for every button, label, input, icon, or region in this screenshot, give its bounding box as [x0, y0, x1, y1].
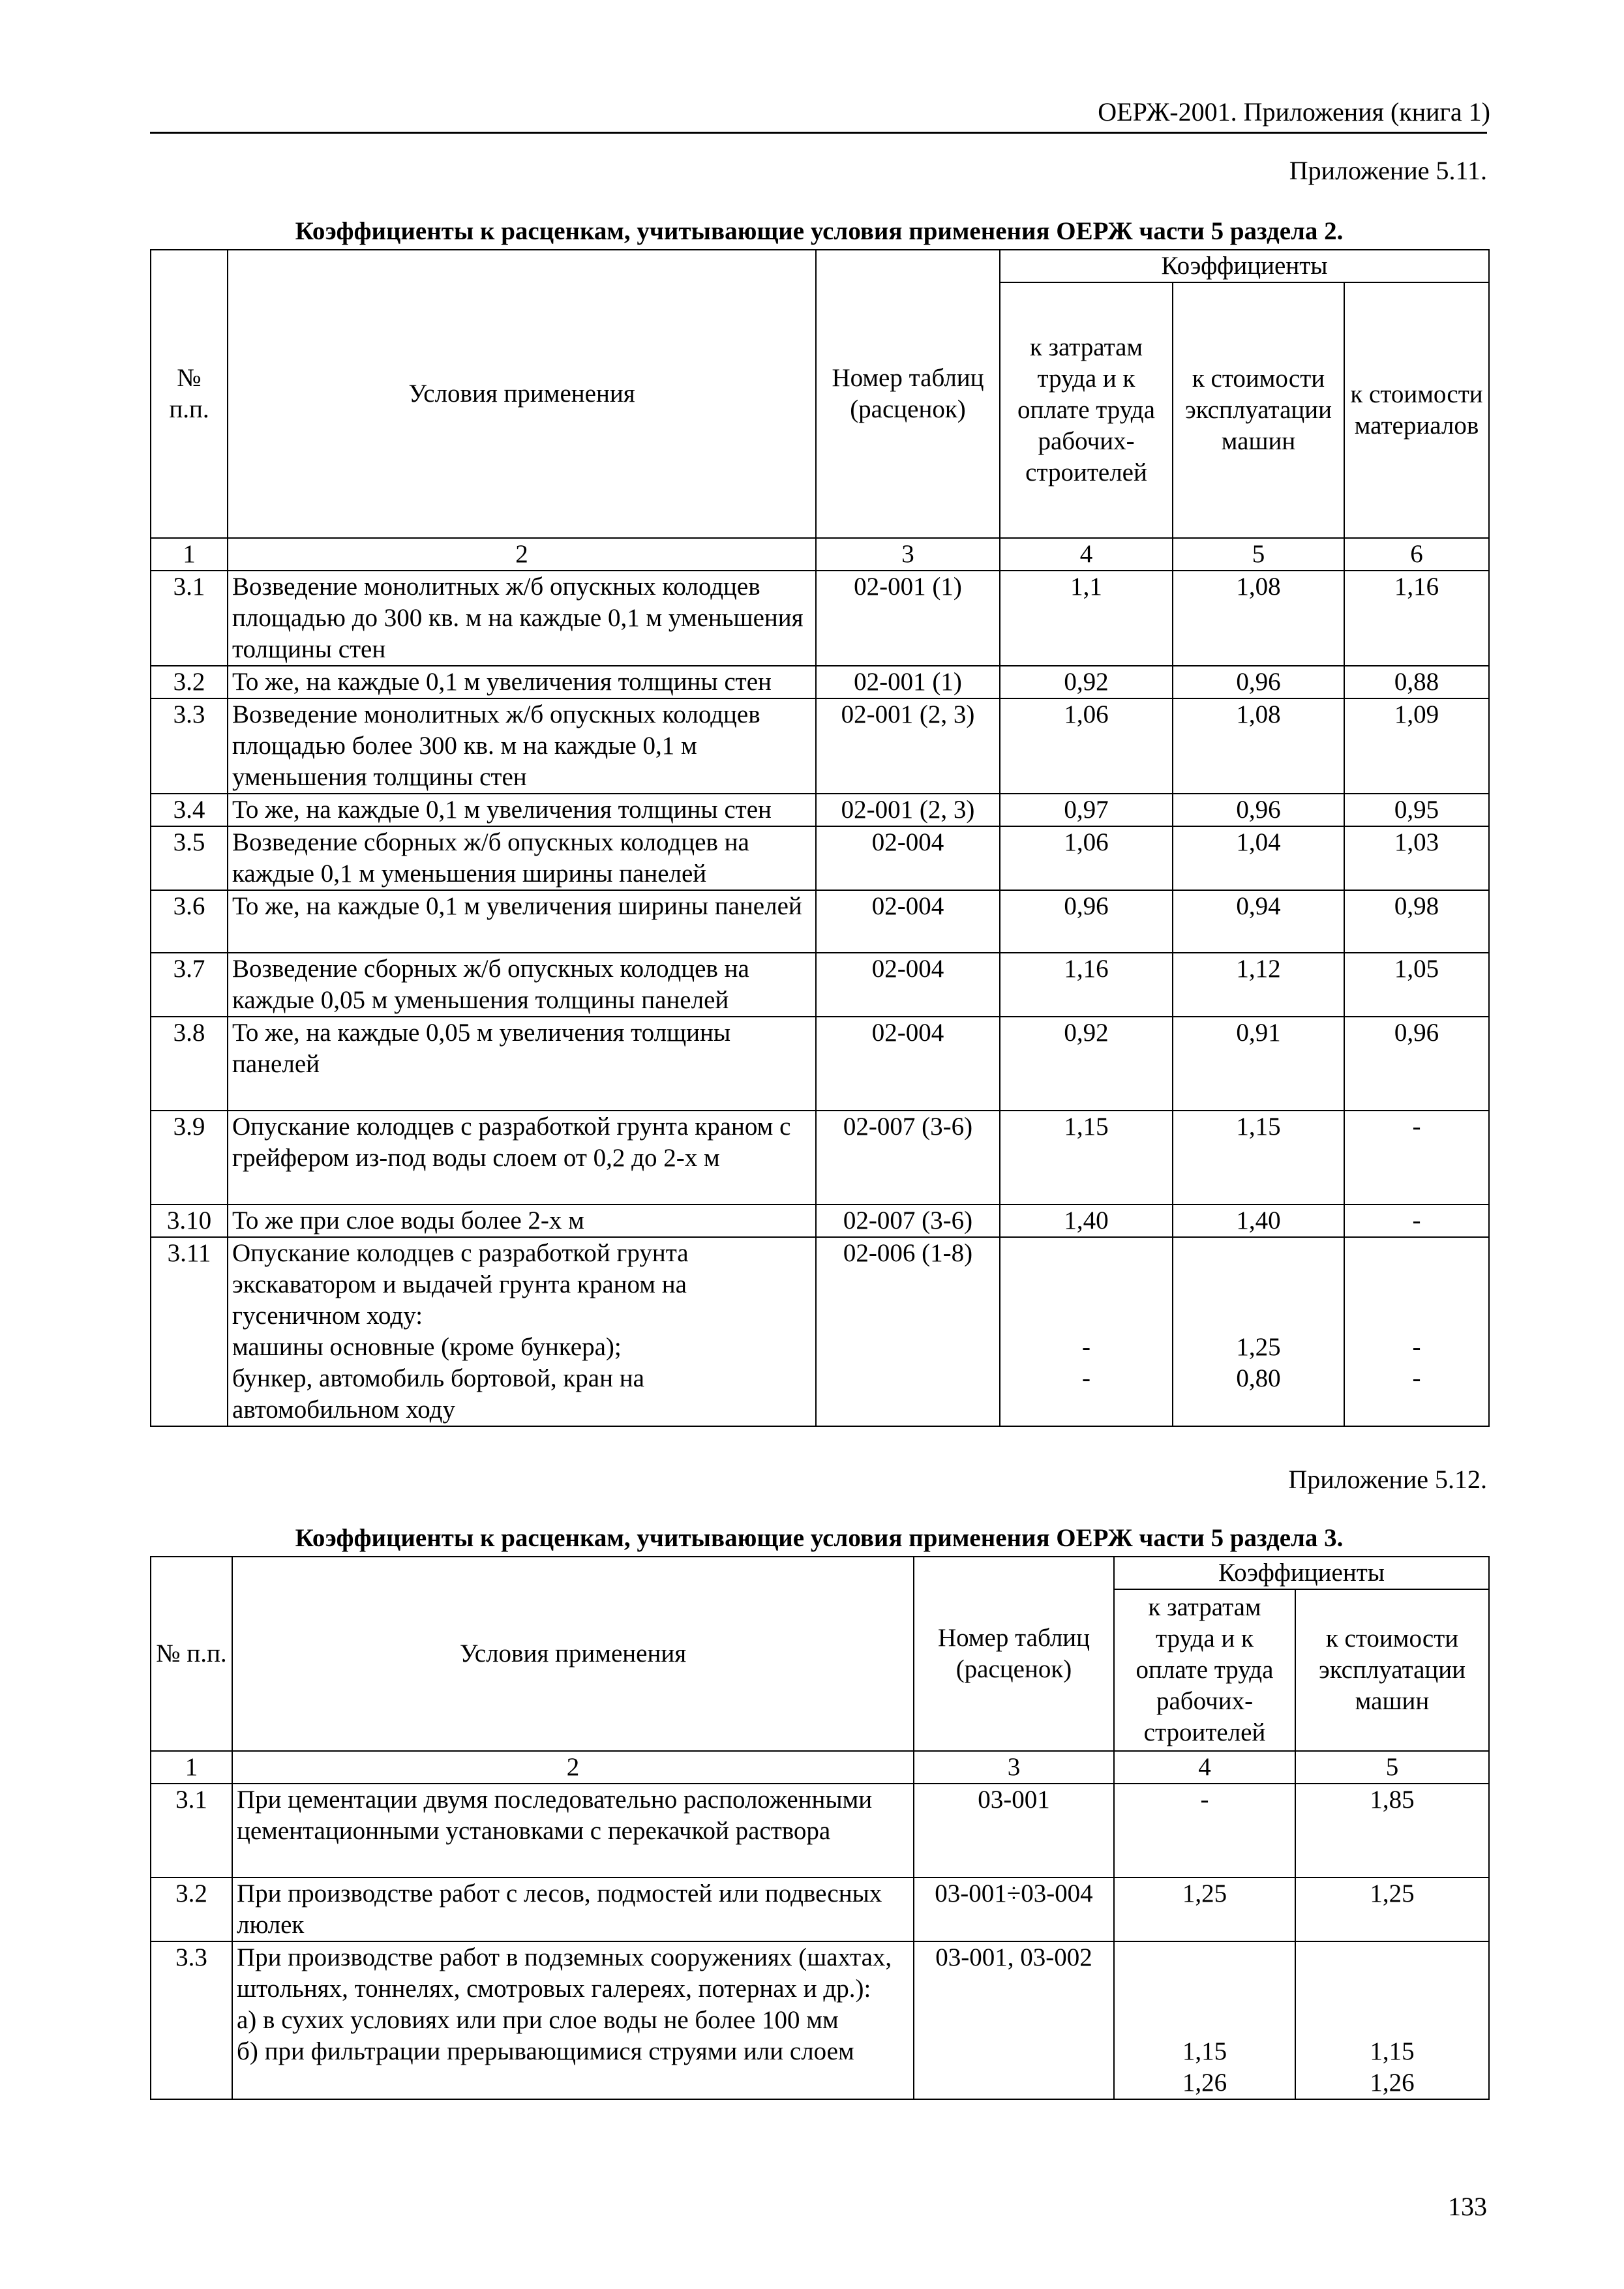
row-conditions: То же, на каждые 0,1 м увеличения толщины стен	[228, 794, 816, 826]
table-row	[151, 794, 1489, 826]
table-body	[151, 571, 1489, 1237]
row-labor: 1,25	[1114, 1878, 1295, 1941]
row-table-number: 02-007 (3-6)	[816, 1204, 1000, 1237]
row-materials: 1,05	[1344, 953, 1489, 1017]
row-materials: 0,98	[1344, 890, 1489, 953]
row-table-number: 02-001 (2, 3)	[816, 794, 1000, 826]
row-conditions: Опускание колодцев с разработкой грунта краном с грейфером из-под воды слоем от 0,2 до 2-х м	[228, 1111, 816, 1204]
row-conditions: То же, на каждые 0,05 м увеличения толщины панелей	[228, 1017, 816, 1111]
row-machines: 0,96	[1173, 794, 1344, 826]
condition-b: б) при фильтрации прерывающимися струями или слоем	[237, 2037, 854, 2065]
row-table-number: 02-004	[816, 953, 1000, 1017]
row-conditions: Возведение сборных ж/б опускных колодцев на каждые 0,05 м уменьшения толщины панелей	[228, 953, 816, 1017]
col-header-machines: к стоимости эксплуатации машин	[1173, 282, 1344, 538]
row-labor: 1,40	[1000, 1204, 1173, 1237]
column-number: 5	[1173, 538, 1344, 571]
column-number-row	[151, 538, 1489, 571]
row-table-number: 02-001 (2, 3)	[816, 698, 1000, 794]
row-machines: 1,12	[1173, 953, 1344, 1017]
row-table-number: 03-001÷03-004	[914, 1878, 1114, 1941]
row-number: 3.3	[151, 698, 228, 794]
condition-b: бункер, автомобиль бортовой, кран на автомобильном ходу	[232, 1364, 644, 1424]
coef-value: 1,26	[1182, 2069, 1227, 2097]
row-table-number: 03-001, 03-002	[914, 1941, 1114, 2099]
row-number: 3.5	[151, 826, 228, 890]
table-row	[151, 1941, 1489, 2099]
row-machines: 1,25	[1295, 1878, 1489, 1941]
row-table-number: 03-001	[914, 1784, 1114, 1878]
row-materials: 0,88	[1344, 666, 1489, 698]
table-row	[151, 953, 1489, 1017]
row-materials: -	[1344, 1204, 1489, 1237]
row-table-number: 02-006 (1-8)	[816, 1237, 1000, 1426]
row-materials: 0,95	[1344, 794, 1489, 826]
row-conditions: То же, на каждые 0,1 м увеличения толщины стен	[228, 666, 816, 698]
col-header-num: № п.п.	[151, 250, 228, 538]
row-table-number: 02-004	[816, 890, 1000, 953]
column-number: 4	[1000, 538, 1173, 571]
row-table-number: 02-004	[816, 1017, 1000, 1111]
col-header-table-no: Номер таблиц (расценок)	[816, 250, 1000, 538]
row-conditions: То же, на каждые 0,1 м увеличения ширины панелей	[228, 890, 816, 953]
column-number: 1	[151, 1751, 232, 1784]
row-machines: 1,04	[1173, 826, 1344, 890]
row-labor: 1,06	[1000, 698, 1173, 794]
row-machines: 0,94	[1173, 890, 1344, 953]
table-title-5-11: Коэффициенты к расценкам, учитывающие условия применения ОЕРЖ части 5 раздела 2.	[295, 217, 1344, 245]
row-number: 3.2	[151, 666, 228, 698]
col-header-labor: к затратам труда и к оплате труда рабочих-строителей	[1000, 282, 1173, 538]
row-labor: -	[1114, 1784, 1295, 1878]
table-body	[151, 1784, 1489, 1941]
row-labor	[1000, 1237, 1173, 1426]
row-labor: 0,97	[1000, 794, 1173, 826]
row-number: 3.10	[151, 1204, 228, 1237]
row-conditions: Возведение сборных ж/б опускных колодцев на каждые 0,1 м уменьшения ширины панелей	[228, 826, 816, 890]
col-header-labor: к затратам труда и к оплате труда рабочих-строителей	[1114, 1589, 1295, 1751]
coefficients-table-5-11	[150, 249, 1490, 1427]
col-header-table-no: Номер таблиц (расценок)	[914, 1557, 1114, 1751]
row-table-number: 02-001 (1)	[816, 571, 1000, 666]
appendix-label-5-12: Приложение 5.12.	[1288, 1465, 1487, 1494]
row-labor: 1,1	[1000, 571, 1173, 666]
row-machines: 0,96	[1173, 666, 1344, 698]
row-machines	[1173, 1237, 1344, 1426]
column-number: 2	[228, 538, 816, 571]
page-number: 133	[1448, 2192, 1487, 2221]
table-row	[151, 826, 1489, 890]
row-number: 3.6	[151, 890, 228, 953]
row-materials	[1344, 1237, 1489, 1426]
row-number: 3.11	[151, 1237, 228, 1426]
condition-intro: При производстве работ в подземных сооружениях (шахтах, штольнях, тоннелях, смотровых галереях, потернах и др.):	[237, 1943, 892, 2003]
coefficients-table-5-12	[150, 1556, 1490, 2100]
table-title-5-12: Коэффициенты к расценкам, учитывающие условия применения ОЕРЖ части 5 раздела 3.	[295, 1524, 1344, 1552]
column-number: 3	[816, 538, 1000, 571]
coef-value: 0,80	[1236, 1364, 1281, 1392]
column-number: 2	[232, 1751, 914, 1784]
column-number: 6	[1344, 538, 1489, 571]
col-header-conditions: Условия применения	[232, 1557, 914, 1751]
row-labor: 1,16	[1000, 953, 1173, 1017]
running-header: ОЕРЖ-2001. Приложения (книга 1)	[1098, 97, 1490, 127]
row-materials: 1,16	[1344, 571, 1489, 666]
row-materials: -	[1344, 1111, 1489, 1204]
row-table-number: 02-001 (1)	[816, 666, 1000, 698]
row-machines: 1,85	[1295, 1784, 1489, 1878]
row-conditions: То же при слое воды более 2-х м	[228, 1204, 816, 1237]
row-machines	[1295, 1941, 1489, 2099]
header-rule	[150, 132, 1487, 134]
table-row	[151, 666, 1489, 698]
row-number: 3.8	[151, 1017, 228, 1111]
coef-value: 1,15	[1370, 2037, 1415, 2065]
col-header-num: № п.п.	[151, 1557, 232, 1751]
table-row	[151, 890, 1489, 953]
condition-a: а) в сухих условиях или при слое воды не более 100 мм	[237, 2006, 839, 2034]
column-number: 3	[914, 1751, 1114, 1784]
table-row	[151, 1111, 1489, 1204]
row-conditions	[228, 1237, 816, 1426]
col-header-conditions: Условия применения	[228, 250, 816, 538]
table-row	[151, 571, 1489, 666]
row-materials: 1,09	[1344, 698, 1489, 794]
row-machines: 1,40	[1173, 1204, 1344, 1237]
appendix-label-5-11: Приложение 5.11.	[1289, 156, 1487, 185]
column-number: 1	[151, 538, 228, 571]
row-number: 3.1	[151, 1784, 232, 1878]
row-materials: 1,03	[1344, 826, 1489, 890]
coef-value: -	[1412, 1364, 1421, 1392]
condition-intro: Опускание колодцев с разработкой грунта экскаватором и выдачей грунта краном на гусеничном ходу:	[232, 1239, 689, 1330]
coef-value: -	[1082, 1364, 1090, 1392]
row-conditions: Возведение монолитных ж/б опускных колодцев площадью до 300 кв. м на каждые 0,1 м уменьшения толщины стен	[228, 571, 816, 666]
condition-a: машины основные (кроме бункера);	[232, 1333, 622, 1361]
row-machines: 1,08	[1173, 571, 1344, 666]
col-header-coefficients: Коэффициенты	[1114, 1557, 1489, 1589]
row-number: 3.9	[151, 1111, 228, 1204]
row-number: 3.3	[151, 1941, 232, 2099]
row-labor: 0,92	[1000, 666, 1173, 698]
row-table-number: 02-004	[816, 826, 1000, 890]
row-machines: 1,15	[1173, 1111, 1344, 1204]
column-number: 4	[1114, 1751, 1295, 1784]
table-row	[151, 1204, 1489, 1237]
column-number-row	[151, 1751, 1489, 1784]
row-labor: 0,92	[1000, 1017, 1173, 1111]
row-machines: 1,08	[1173, 698, 1344, 794]
col-header-machines: к стоимости эксплуатации машин	[1295, 1589, 1489, 1751]
table-row	[151, 1017, 1489, 1111]
row-machines: 0,91	[1173, 1017, 1344, 1111]
row-number: 3.4	[151, 794, 228, 826]
row-number: 3.7	[151, 953, 228, 1017]
col-header-materials: к стоимости материалов	[1344, 282, 1489, 538]
coef-value: 1,26	[1370, 2069, 1415, 2097]
row-table-number: 02-007 (3-6)	[816, 1111, 1000, 1204]
col-header-coefficients: Коэффициенты	[1000, 250, 1489, 282]
coef-value: -	[1082, 1333, 1090, 1361]
row-conditions: Возведение монолитных ж/б опускных колодцев площадью более 300 кв. м на каждые 0,1 м уменьшения толщины стен	[228, 698, 816, 794]
row-materials: 0,96	[1344, 1017, 1489, 1111]
row-labor: 1,06	[1000, 826, 1173, 890]
row-labor: 0,96	[1000, 890, 1173, 953]
column-number: 5	[1295, 1751, 1489, 1784]
row-conditions: При производстве работ с лесов, подмостей или подвесных люлек	[232, 1878, 914, 1941]
row-labor: 1,15	[1000, 1111, 1173, 1204]
coef-value: 1,15	[1182, 2037, 1227, 2065]
table-row	[151, 1237, 1489, 1426]
row-conditions	[232, 1941, 914, 2099]
coef-value: -	[1412, 1333, 1421, 1361]
table-row	[151, 698, 1489, 794]
row-number: 3.1	[151, 571, 228, 666]
row-conditions: При цементации двумя последовательно расположенными цементационными установками с перекачкой раствора	[232, 1784, 914, 1878]
table-row	[151, 1878, 1489, 1941]
row-number: 3.2	[151, 1878, 232, 1941]
coef-value: 1,25	[1236, 1333, 1281, 1361]
table-row	[151, 1784, 1489, 1878]
row-labor	[1114, 1941, 1295, 2099]
